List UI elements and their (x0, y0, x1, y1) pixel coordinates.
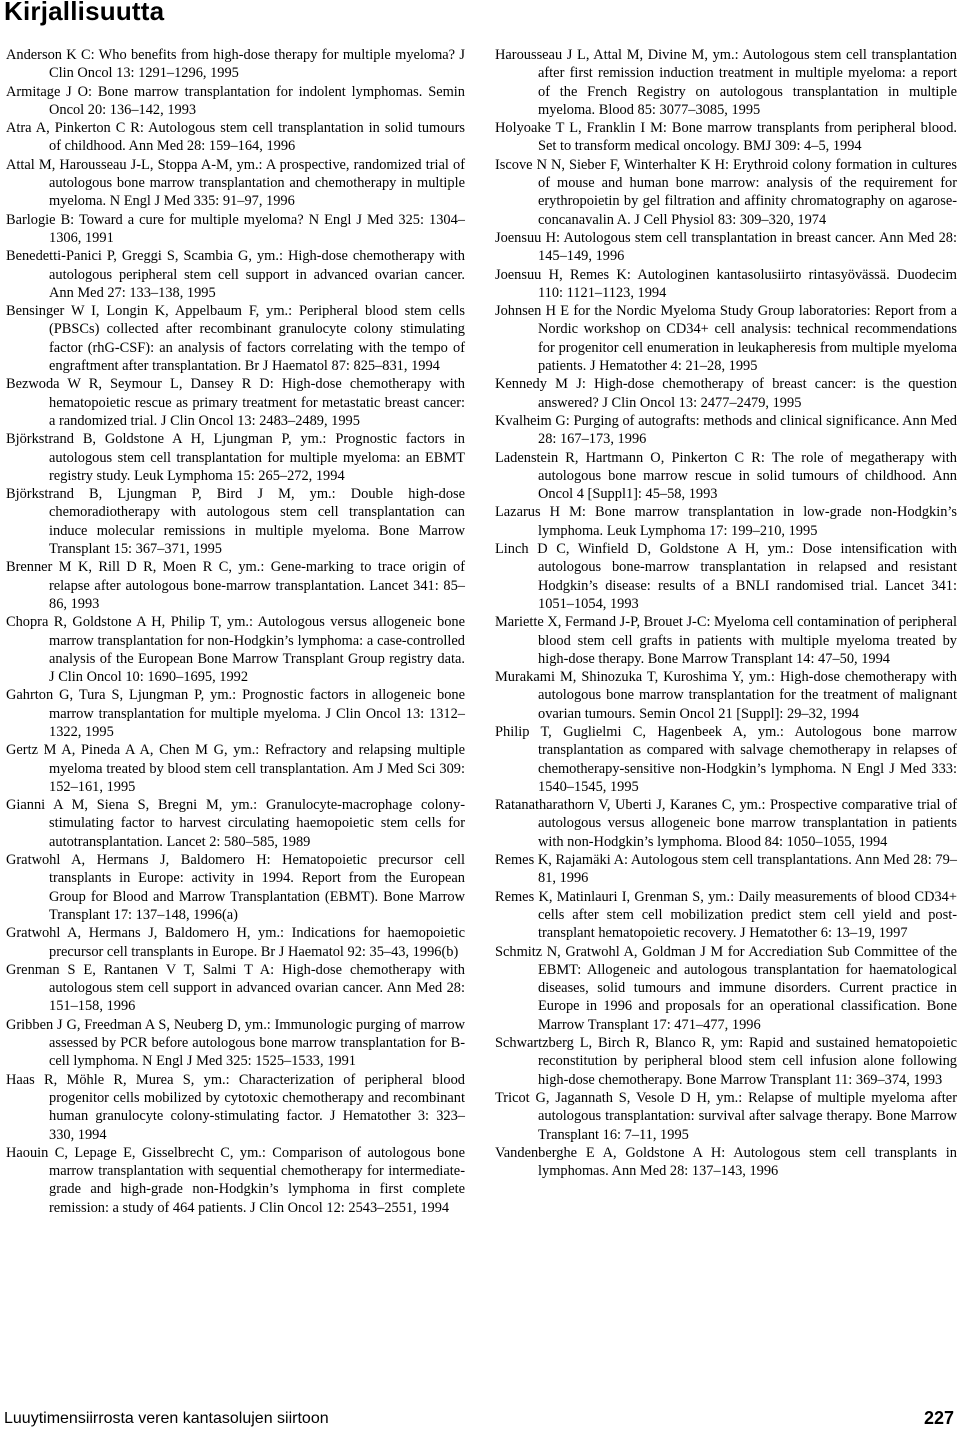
page-number: 227 (923, 1408, 954, 1428)
reference-item: Gertz M A, Pineda A A, Chen M G, ym.: Refractory and relapsing multiple myeloma treated by blood stem cell transplantation. Am J Med Sci 309: 152–161, 1995 (6, 742, 465, 795)
footer-running-title: Luuytimensiirrosta veren kantasolujen siirtoon (4, 1410, 329, 1427)
reference-item: Vandenberghe E A, Goldstone A H: Autologous stem cell transplants in lymphomas. Ann Med 28: 137–143, 1996 (495, 1144, 957, 1180)
reference-item: Gahrton G, Tura S, Ljungman P, ym.: Prognostic factors in allogeneic bone marrow transplantation for multiple myeloma. J Clin Oncol 13: 1312–1322, 1995 (6, 687, 465, 740)
reference-item: Haas R, Möhle R, Murea S, ym.: Characterization of peripheral blood progenitor cells mobilized by cytotoxic chemotherapy and recombinant human granulocyte colony-stimulating factor. J Hematother 3: 323–330, 1994 (6, 1071, 465, 1143)
reference-item: Armitage J O: Bone marrow transplantation for indolent lymphomas. Semin Oncol 20: 136–142, 1993 (6, 83, 465, 118)
reference-item: Chopra R, Goldstone A H, Philip T, ym.: Autologous versus allogeneic bone marrow transplantation for non-Hodgkin’s lymphoma: a case-controlled analysis of the European Bone Marrow Transplant Group registry data. J Clin Oncol 10: 1690–1695, 1992 (6, 614, 465, 686)
reference-item: Haouin C, Lepage E, Gisselbrecht C, ym.: Comparison of autologous bone marrow transplantation with sequential chemotherapy for intermediate-grade and high-grade non-Hodgkin’s lymphoma in first complete remission: a study of 464 patients. J Clin Oncol 12: 2543–2551, 1994 (6, 1144, 465, 1216)
reference-item: Ladenstein R, Hartmann O, Pinkerton C R: The role of megatherapy with autologous bone marrow rescue in solid tumours of childhood. Ann Oncol 4 [Suppl1]: 45–58, 1993 (495, 449, 957, 503)
reference-item: Harousseau J L, Attal M, Divine M, ym.: Autologous stem cell transplantation after first remission induction treatment in multiple myeloma: a report of the French Registry on autologous transplantation in multiple myeloma. Blood 85: 3077–3085, 1995 (495, 47, 957, 118)
reference-item: Joensuu H: Autologous stem cell transplantation in breast cancer. Ann Med 28: 145–149, 1996 (495, 229, 957, 265)
reference-item: Johnsen H E for the Nordic Myeloma Study Group laboratories: Report from a Nordic workshop on CD34+ cell analysis: technical recommendations for progenitor cell enumeration in leukapheresis from multiple myeloma patients. J Hematother 4: 21–28, 1995 (495, 303, 957, 375)
reference-item: Kvalheim G: Purging of autografts: methods and clinical significance. Ann Med 28: 167–173, 1996 (495, 412, 957, 448)
reference-item: Ratanatharathorn V, Uberti J, Karanes C, ym.: Prospective comparative trial of autologous versus allogeneic bone marrow transplantation in patients with non-Hodgkin’s lymphoma. Blood 84: 1050–1055, 1994 (495, 797, 957, 850)
reference-item: Linch D C, Winfield D, Goldstone A H, ym.: Dose intensification with autologous bone-marrow transplantation in relapsed and resistant Hodgkin’s disease: results of a BNLI randomised trial. Lancet 341: 1051–1054, 1993 (495, 541, 957, 612)
reference-item: Tricot G, Jagannath S, Vesole D H, ym.: Relapse of multiple myeloma after autologous transplantation: survival after salvage therapy. Bone Marrow Transplant 16: 7–11, 1995 (495, 1089, 957, 1143)
reference-item: Björkstrand B, Goldstone A H, Ljungman P, ym.: Prognostic factors in autologous stem cell transplantation for multiple myeloma: an EBMT registry study. Leuk Lymphoma 15: 265–272, 1994 (6, 431, 465, 484)
reference-item: Attal M, Harousseau J-L, Stoppa A-M, ym.: A prospective, randomized trial of autologous bone marrow transplantation and chemotherapy in multiple myeloma. N Engl J Med 335: 91–97, 1996 (6, 156, 465, 210)
reference-item: Remes K, Rajamäki A: Autologous stem cell transplantations. Ann Med 28: 79–81, 1996 (495, 852, 957, 887)
references-right-column (495, 46, 957, 1180)
reference-item: Anderson K C: Who benefits from high-dose therapy for multiple myeloma? J Clin Oncol 13: 1291–1296, 1995 (6, 47, 465, 82)
reference-item: Atra A, Pinkerton C R: Autologous stem cell transplantation in solid tumours of childhood. Ann Med 28: 159–164, 1996 (6, 120, 465, 155)
reference-item: Brenner M K, Rill D R, Moen R C, ym.: Gene-marking to trace origin of relapse after autologous bone-marrow transplantation. Lancet 341: 85–86, 1993 (6, 559, 465, 612)
reference-item: Remes K, Matinlauri I, Grenman S, ym.: Daily measurements of blood CD34+ cells after stem cell mobilization predict stem cell yield and post-transplant hematopoietic recovery. J Hematother 6: 13–19, 1997 (495, 888, 957, 942)
reference-item: Holyoake T L, Franklin I M: Bone marrow transplants from peripheral blood. Set to transform medical oncology. BMJ 309: 4–5, 1994 (495, 120, 957, 155)
reference-item: Murakami M, Shinozuka T, Kuroshima Y, ym.: High-dose chemotherapy with autologous bone marrow transplantation for the treatment of malignant ovarian tumours. Semin Oncol 21 [Suppl]: 29–32, 1994 (495, 669, 957, 722)
reference-item: Schmitz N, Gratwohl A, Goldman J M for Accrediation Sub Committee of the EBMT: Allogeneic and autologous transplantation for haematological diseases, solid tumours and immune disorders. Current practice in Europe in 1996 and proposals for an operational classification. Bone Marrow Transplant 17: 471–477, 1996 (495, 943, 957, 1033)
page-title: Kirjallisuutta (4, 0, 165, 26)
reference-item: Iscove N N, Sieber F, Winterhalter K H: Erythroid colony formation in cultures of mouse and human bone marrow: analysis of the requirement for erythropoietin by gel filtration and affinity chromatography on agarose-concanavalin A. J Cell Physiol 83: 309–320, 1974 (495, 156, 957, 228)
reference-item: Mariette X, Fermand J-P, Brouet J-C: Myeloma cell contamination of peripheral blood stem cell grafts in patients with multiple myeloma treated by high-dose therapy. Bone Marrow Transplant 14: 47–50, 1994 (495, 614, 957, 667)
reference-item: Joensuu H, Remes K: Autologinen kantasolusiirto rintasyövässä. Duodecim 110: 1121–1123, 1994 (495, 266, 957, 301)
reference-item: Lazarus H M: Bone marrow transplantation in low-grade non-Hodgkin’s lymphoma. Leuk Lymphoma 17: 199–210, 1995 (495, 504, 957, 539)
reference-item: Schwartzberg L, Birch R, Blanco R, ym: Rapid and sustained hematopoietic reconstitution by peripheral blood stem cell infusion alone following high-dose chemotherapy. Bone Marrow Transplant 11: 369–374, 1993 (495, 1035, 957, 1088)
reference-item: Kennedy M J: High-dose chemotherapy of breast cancer: is the question answered? J Clin Oncol 13: 2477–2479, 1995 (495, 376, 957, 411)
reference-item: Gratwohl A, Hermans J, Baldomero H, ym.: Indications for haemopoietic precursor cell transplants in Europe. Br J Haematol 92: 35–43, 1996(b) (6, 925, 465, 960)
reference-item: Grenman S E, Rantanen V T, Salmi T A: High-dose chemotherapy with autologous stem cell support in advanced ovarian cancer. Ann Med 28: 151–158, 1996 (6, 961, 465, 1015)
reference-item: Gianni A M, Siena S, Bregni M, ym.: Granulocyte-macrophage colony-stimulating factor to harvest circulating haemopoietic stem cells for autotransplantation. Lancet 2: 580–585, 1989 (6, 797, 465, 850)
reference-item: Gratwohl A, Hermans J, Baldomero H: Hematopoietic precursor cell transplants in Europe: activity in 1994. Report from the European Group for Blood and Marrow Transplantation (EBMT). Bone Marrow Transplant 17: 137–148, 1996(a) (6, 852, 465, 923)
reference-item: Bezwoda W R, Seymour L, Dansey R D: High-dose chemotherapy with hematopoietic rescue as primary treatment for metastatic breast cancer: a randomized trial. J Clin Oncol 13: 2483–2489, 1995 (6, 376, 465, 429)
reference-item: Barlogie B: Toward a cure for multiple myeloma? N Engl J Med 325: 1304–1306, 1991 (6, 211, 465, 246)
reference-item: Gribben J G, Freedman A S, Neuberg D, ym.: Immunologic purging of marrow assessed by PCR before autologous bone marrow transplantation for B-cell lymphoma. N Engl J Med 325: 1525–1533, 1991 (6, 1016, 465, 1070)
reference-item: Benedetti-Panici P, Greggi S, Scambia G, ym.: High-dose chemotherapy with autologous peripheral stem cell support in advanced ovarian cancer. Ann Med 27: 133–138, 1995 (6, 248, 465, 301)
reference-item: Bensinger W I, Longin K, Appelbaum F, ym.: Peripheral blood stem cells (PBSCs) collected after recombinant granulocyte colony stimulating factor (rhG-CSF): an analysis of factors correlating with the tempo of engraftment after transplantation. Br J Haematol 87: 825–831, 1994 (6, 303, 465, 375)
reference-item: Björkstrand B, Ljungman P, Bird J M, ym.: Double high-dose chemoradiotherapy with autologous stem cell transplantation can induce molecular remissions in multiple myeloma. Bone Marrow Transplant 15: 367–371, 1995 (6, 486, 465, 558)
reference-item: Philip T, Guglielmi C, Hagenbeek A, ym.: Autologous bone marrow transplantation as compared with salvage chemotherapy in relapses of chemotherapy-sensitive non-Hodgkin’s lymphoma. N Engl J Med 333: 1540–1545, 1995 (495, 723, 957, 795)
references-left-column (6, 46, 465, 1217)
